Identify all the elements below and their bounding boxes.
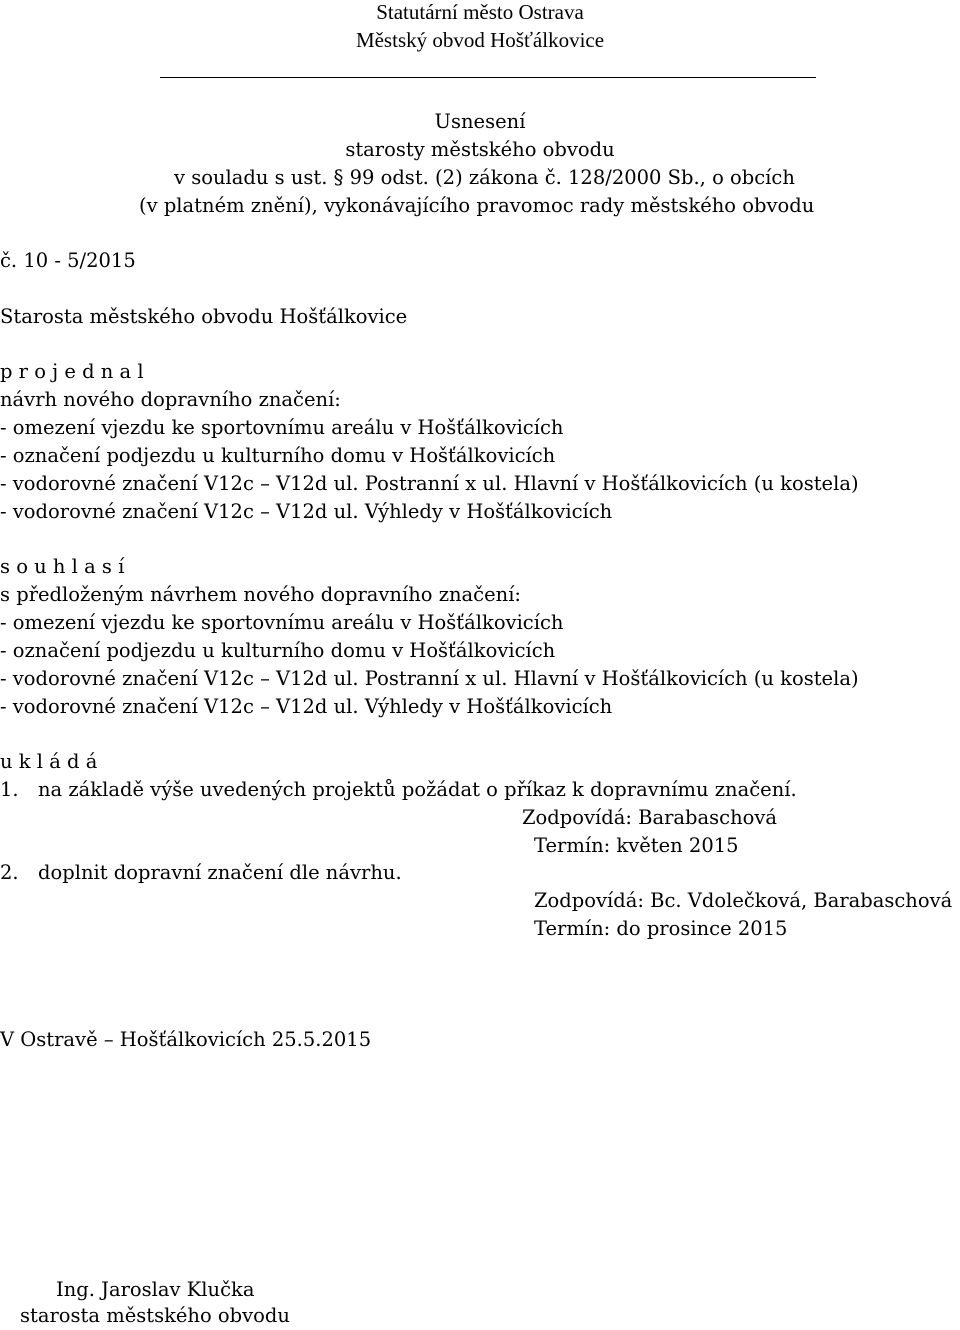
task-responsible: Zodpovídá: Barabaschová xyxy=(522,806,778,829)
section-heading-projednal: p r o j e d n a l xyxy=(0,360,144,383)
list-item: - označení podjezdu u kulturního domu v Hošťálkovicích xyxy=(0,444,556,467)
souhlasi-intro: s předloženým návrhem nového dopravního značení: xyxy=(0,583,521,606)
list-item: - vodorovné značení V12c – V12d ul. Výhledy v Hošťálkovicích xyxy=(0,695,613,718)
list-item: - omezení vjezdu ke sportovnímu areálu v Hošťálkovicích xyxy=(0,611,564,634)
projednal-intro: návrh nového dopravního značení: xyxy=(0,388,341,411)
list-item: - vodorovné značení V12c – V12d ul. Výhledy v Hošťálkovicích xyxy=(0,500,613,523)
list-item: - vodorovné značení V12c – V12d ul. Postranní x ul. Hlavní v Hošťálkovicích (u kostela) xyxy=(0,472,859,495)
issuer-line: Starosta městského obvodu Hošťálkovice xyxy=(0,305,408,328)
document-subtitle: starosty městského obvodu xyxy=(345,138,615,161)
list-item: - označení podjezdu u kulturního domu v Hošťálkovicích xyxy=(0,639,556,662)
signatory-name: Ing. Jaroslav Klučka xyxy=(56,1278,255,1301)
document-title: Usnesení xyxy=(434,110,526,133)
task-text: doplnit dopravní značení dle návrhu. xyxy=(38,861,402,884)
task-deadline: Termín: do prosince 2015 xyxy=(534,917,788,940)
list-item: - omezení vjezdu ke sportovnímu areálu v Hošťálkovicích xyxy=(0,416,564,439)
task-responsible: Zodpovídá: Bc. Vdolečková, Barabaschová xyxy=(534,889,953,912)
task-text: na základě výše uvedených projektů požádat o příkaz k dopravnímu značení. xyxy=(38,778,797,801)
section-heading-souhlasi: s o u h l a s í xyxy=(0,555,125,578)
signatory-role: starosta městského obvodu xyxy=(20,1304,290,1327)
city-name: Statutární město Ostrava xyxy=(376,0,584,24)
legal-basis-line-2: (v platném znění), vykonávajícího pravomoc rady městského obvodu xyxy=(139,194,815,217)
district-name: Městský obvod Hošťálkovice xyxy=(355,28,605,52)
legal-basis-line-1: v souladu s ust. § 99 odst. (2) zákona č. 128/2000 Sb., o obcích xyxy=(174,166,795,189)
task-number: 2. xyxy=(0,861,19,884)
task-number: 1. xyxy=(0,778,19,801)
task-deadline: Termín: květen 2015 xyxy=(534,834,739,857)
section-heading-uklada: u k l á d á xyxy=(0,750,98,773)
list-item: - vodorovné značení V12c – V12d ul. Postranní x ul. Hlavní v Hošťálkovicích (u kostela) xyxy=(0,667,859,690)
header-divider xyxy=(160,77,816,78)
place-and-date: V Ostravě – Hošťálkovicích 25.5.2015 xyxy=(0,1028,372,1051)
resolution-number: č. 10 - 5/2015 xyxy=(0,249,136,272)
